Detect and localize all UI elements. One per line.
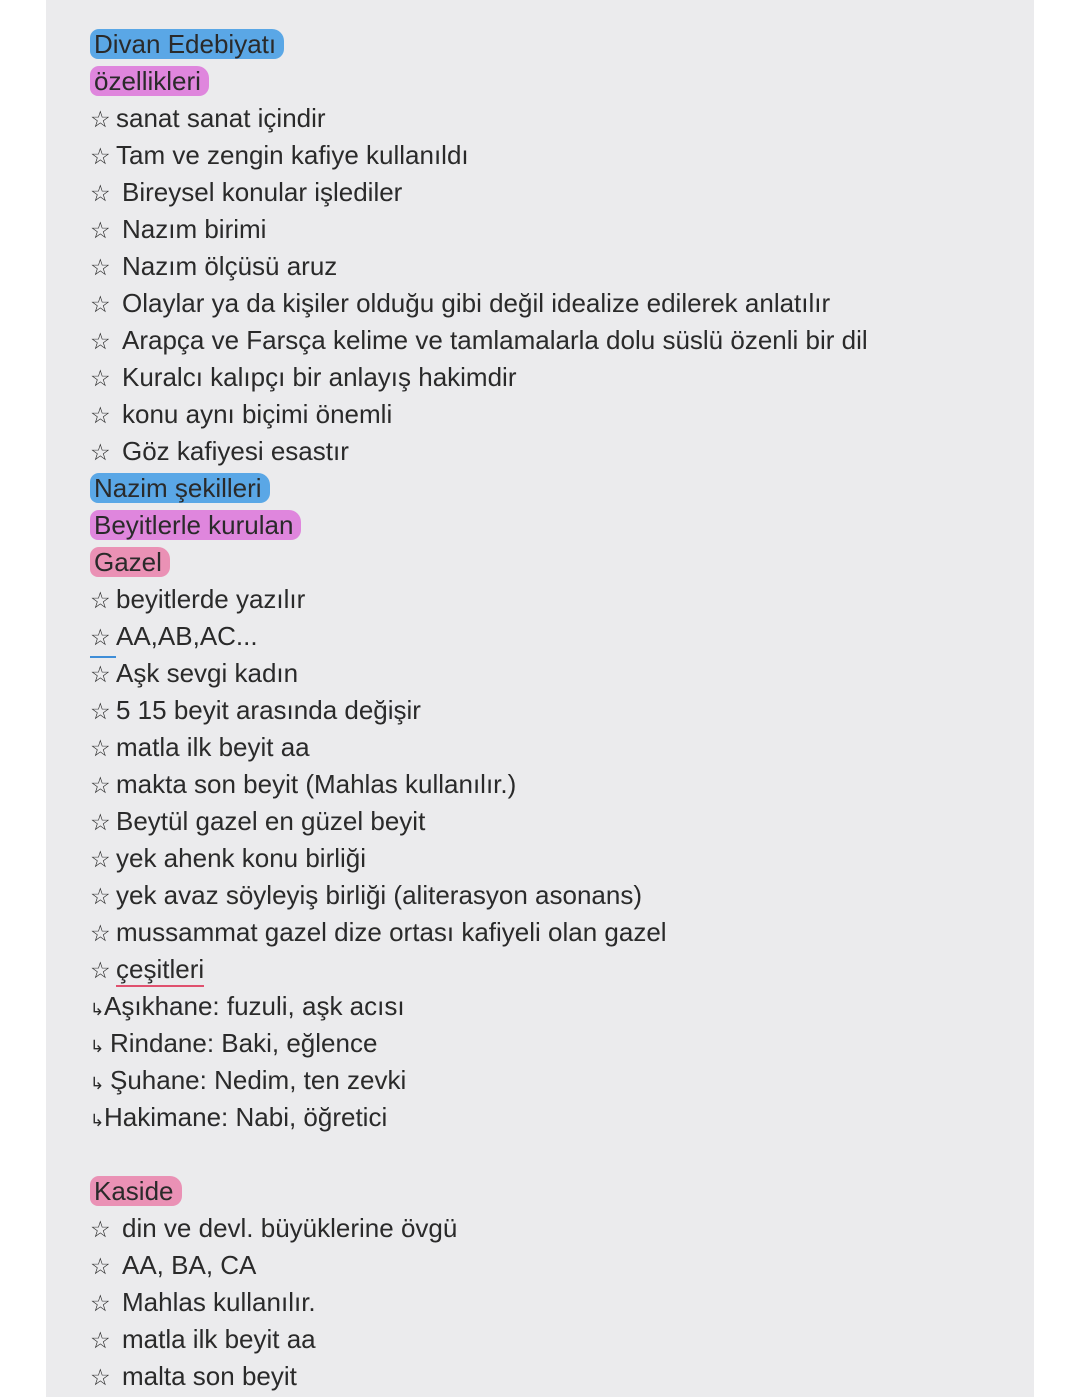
list-item (90, 655, 990, 692)
star-icon: ☆ (90, 1253, 111, 1279)
section-title-gazel: Gazel (90, 547, 170, 577)
list-item-text: Tam ve zengin kafiye kullanıldı (116, 140, 469, 170)
list-item (90, 877, 990, 914)
list-item-text: Beytül gazel en güzel beyit (116, 806, 426, 836)
list-item-text: AA,AB,AC... (116, 621, 258, 651)
list-item (90, 803, 990, 840)
list-item-text: matla ilk beyit aa (122, 1324, 316, 1354)
list-item-text: beyitlerde yazılır (116, 584, 306, 614)
list-item-text: mussammat gazel dize ortası kafiyeli olan gazel (116, 917, 667, 947)
star-icon: ☆ (90, 587, 111, 613)
list-item-text: malta son beyit (122, 1361, 297, 1391)
sub-list-item (90, 1099, 990, 1136)
star-icon: ☆ (90, 772, 111, 798)
star-icon: ☆ (90, 1364, 111, 1390)
list-item (90, 914, 990, 951)
notes-page (46, 0, 1034, 1397)
list-item-text: Göz kafiyesi esastır (122, 436, 349, 466)
sub-list-item (90, 1062, 990, 1099)
list-item-text: Arapça ve Farsça kelime ve tamlamalarla dolu süslü özenli bir dil (122, 325, 868, 355)
list-item (90, 433, 990, 470)
star-icon: ☆ (90, 698, 111, 724)
star-icon: ☆ (90, 1327, 111, 1353)
star-icon: ☆ (90, 957, 111, 983)
sub-list-item-text: Aşıkhane: fuzuli, aşk acısı (104, 991, 405, 1021)
list-item-text: Aşk sevgi kadın (116, 658, 299, 688)
list-item-text: Nazım ölçüsü aruz (122, 251, 338, 281)
star-icon: ☆ (90, 180, 111, 206)
list-item (90, 322, 990, 359)
list-item-text: Bireysel konular işlediler (122, 177, 403, 207)
section-title-nazim: Nazim şekilleri (90, 473, 270, 503)
list-item (90, 951, 990, 988)
sub-list-item-text: Hakimane: Nabi, öğretici (104, 1102, 388, 1132)
list-item-text: makta son beyit (Mahlas kullanılır.) (116, 769, 517, 799)
star-icon: ☆ (90, 291, 111, 317)
subheading-line (90, 507, 990, 544)
heading-line (90, 544, 990, 581)
list-item-text: din ve devl. büyüklerine övgü (122, 1213, 458, 1243)
list-item (90, 581, 990, 618)
list-item (90, 840, 990, 877)
list-item-text: Mahlas kullanılır. (122, 1287, 316, 1317)
list-item (90, 396, 990, 433)
spacer (90, 1136, 990, 1173)
list-item (90, 1247, 990, 1284)
arrow-icon: ↳ (90, 1000, 105, 1019)
star-icon: ☆ (90, 365, 111, 391)
star-icon: ☆ (90, 1216, 111, 1242)
section-subtitle-beyitler: Beyitlerle kurulan (90, 510, 301, 540)
list-item (90, 100, 990, 137)
list-item-text: yek avaz söyleyiş birliği (aliterasyon asonans) (116, 880, 643, 910)
star-icon: ☆ (90, 846, 111, 872)
list-item-text: 5 15 beyit arasında değişir (116, 695, 421, 725)
list-item (90, 1210, 990, 1247)
list-item-text: Olaylar ya da kişiler olduğu gibi değil idealize edilerek anlatılır (122, 288, 831, 318)
notes-content (90, 26, 990, 1395)
star-icon: ☆ (90, 619, 116, 658)
star-icon: ☆ (90, 143, 111, 169)
list-item-text: yek ahenk konu birliği (116, 843, 367, 873)
star-icon: ☆ (90, 809, 111, 835)
sub-list-item-text: Şuhane: Nedim, ten zevki (110, 1065, 407, 1095)
star-icon: ☆ (90, 883, 111, 909)
sub-list-item-text: Rindane: Baki, eğlence (110, 1028, 378, 1058)
list-item (90, 618, 990, 655)
arrow-icon: ↳ (90, 1074, 105, 1093)
list-item (90, 359, 990, 396)
star-icon: ☆ (90, 106, 111, 132)
list-item (90, 766, 990, 803)
sub-list-item (90, 988, 990, 1025)
list-item-text: Kuralcı kalıpçı bir anlayış hakimdir (122, 362, 517, 392)
list-item-text: matla ilk beyit aa (116, 732, 310, 762)
list-item (90, 211, 990, 248)
star-icon: ☆ (90, 661, 111, 687)
section-title-divan: Divan Edebiyatı (90, 29, 284, 59)
star-icon: ☆ (90, 217, 111, 243)
list-item (90, 174, 990, 211)
heading-line (90, 26, 990, 63)
list-item-text: Nazım birimi (122, 214, 267, 244)
list-item-text: sanat sanat içindir (116, 103, 326, 133)
list-item (90, 137, 990, 174)
star-icon: ☆ (90, 439, 111, 465)
list-item-text: konu aynı biçimi önemli (122, 399, 393, 429)
arrow-icon: ↳ (90, 1037, 105, 1056)
list-item (90, 1358, 990, 1395)
list-item (90, 285, 990, 322)
list-item (90, 692, 990, 729)
sub-list-item (90, 1025, 990, 1062)
arrow-icon: ↳ (90, 1111, 105, 1130)
star-icon: ☆ (90, 328, 111, 354)
list-item (90, 1284, 990, 1321)
star-icon: ☆ (90, 254, 111, 280)
section-subtitle-ozellikler: özellikleri (90, 66, 209, 96)
section-title-kaside: Kaside (90, 1176, 182, 1206)
list-item (90, 729, 990, 766)
list-item (90, 1321, 990, 1358)
subheading-line (90, 63, 990, 100)
star-icon: ☆ (90, 735, 111, 761)
list-item (90, 248, 990, 285)
heading-line (90, 470, 990, 507)
star-icon: ☆ (90, 920, 111, 946)
list-item-text: çeşitleri (116, 954, 204, 987)
list-item-text: AA, BA, CA (122, 1250, 257, 1280)
heading-line (90, 1173, 990, 1210)
star-icon: ☆ (90, 1290, 111, 1316)
star-icon: ☆ (90, 402, 111, 428)
